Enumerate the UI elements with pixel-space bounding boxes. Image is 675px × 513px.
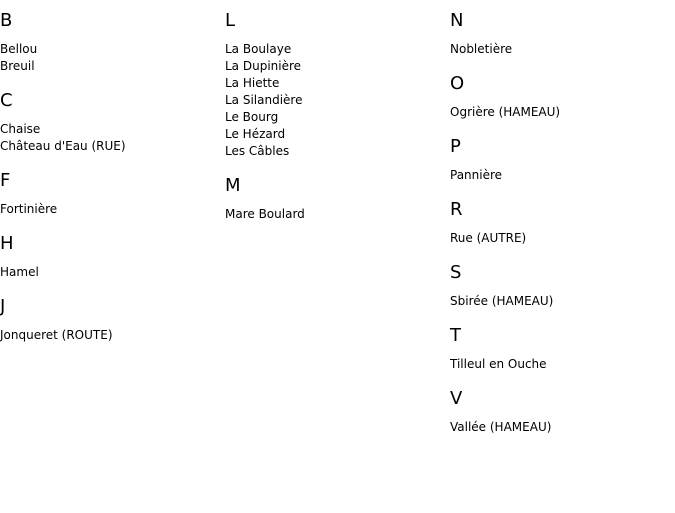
letter-group-p [450,136,675,184]
index-column-1 [0,10,225,359]
entry-list [450,419,675,436]
street-link[interactable]: La Boulaye [225,42,292,56]
entry-list [450,104,675,121]
letter-heading: H [0,233,14,254]
street-link[interactable]: Vallée (HAMEAU) [450,420,552,434]
entry-list [0,41,225,75]
letter-group-h [0,233,225,281]
entry-list [225,206,450,223]
street-link[interactable]: Rue (AUTRE) [450,231,527,245]
street-link[interactable]: La Silandière [225,93,303,107]
entry-list [450,356,675,373]
entry-list [0,201,225,218]
entry-list [225,41,450,160]
entry-list [0,327,225,344]
street-link[interactable]: Fortinière [0,202,58,216]
street-link[interactable]: Sbirée (HAMEAU) [450,294,554,308]
letter-heading: F [0,170,11,191]
letter-group-f [0,170,225,218]
entry-list [0,121,225,155]
letter-group-r [450,199,675,247]
letter-group-v [450,388,675,436]
letter-heading: J [0,296,6,317]
street-link[interactable]: Pannière [450,168,503,182]
street-link[interactable]: Mare Boulard [225,207,305,221]
letter-heading: O [450,73,465,94]
letter-group-n [450,10,675,58]
entry-list [450,293,675,310]
letter-group-t [450,325,675,373]
street-link[interactable]: Château d'Eau (RUE) [0,139,126,153]
letter-heading: R [450,199,463,220]
index-column-2 [225,10,450,238]
letter-heading: L [225,10,236,31]
letter-group-o [450,73,675,121]
street-link[interactable]: Le Bourg [225,110,279,124]
letter-heading: N [450,10,464,31]
street-link[interactable]: Ogrière (HAMEAU) [450,105,561,119]
street-link[interactable]: Nobletière [450,42,513,56]
letter-group-l [225,10,450,160]
street-link[interactable]: Bellou [0,42,38,56]
letter-heading: B [0,10,13,31]
letter-group-c [0,90,225,155]
index-column-3 [450,10,675,451]
letter-heading: V [450,388,463,409]
letter-heading: T [450,325,461,346]
letter-group-j [0,296,225,344]
letter-group-b [0,10,225,75]
letter-heading: M [225,175,241,196]
street-link[interactable]: Breuil [0,59,35,73]
street-link[interactable]: Tilleul en Ouche [450,357,547,371]
street-link[interactable]: Le Hézard [225,127,286,141]
street-link[interactable]: Les Câbles [225,144,290,158]
letter-heading: S [450,262,462,283]
street-link[interactable]: La Dupinière [225,59,302,73]
street-link[interactable]: La Hiette [225,76,280,90]
entry-list [450,167,675,184]
street-link[interactable]: Hamel [0,265,39,279]
letter-heading: C [0,90,13,111]
street-link[interactable]: Chaise [0,122,41,136]
letter-group-m [225,175,450,223]
letter-group-s [450,262,675,310]
entry-list [0,264,225,281]
letter-heading: P [450,136,461,157]
street-link[interactable]: Jonqueret (ROUTE) [0,328,113,342]
entry-list [450,230,675,247]
entry-list [450,41,675,58]
